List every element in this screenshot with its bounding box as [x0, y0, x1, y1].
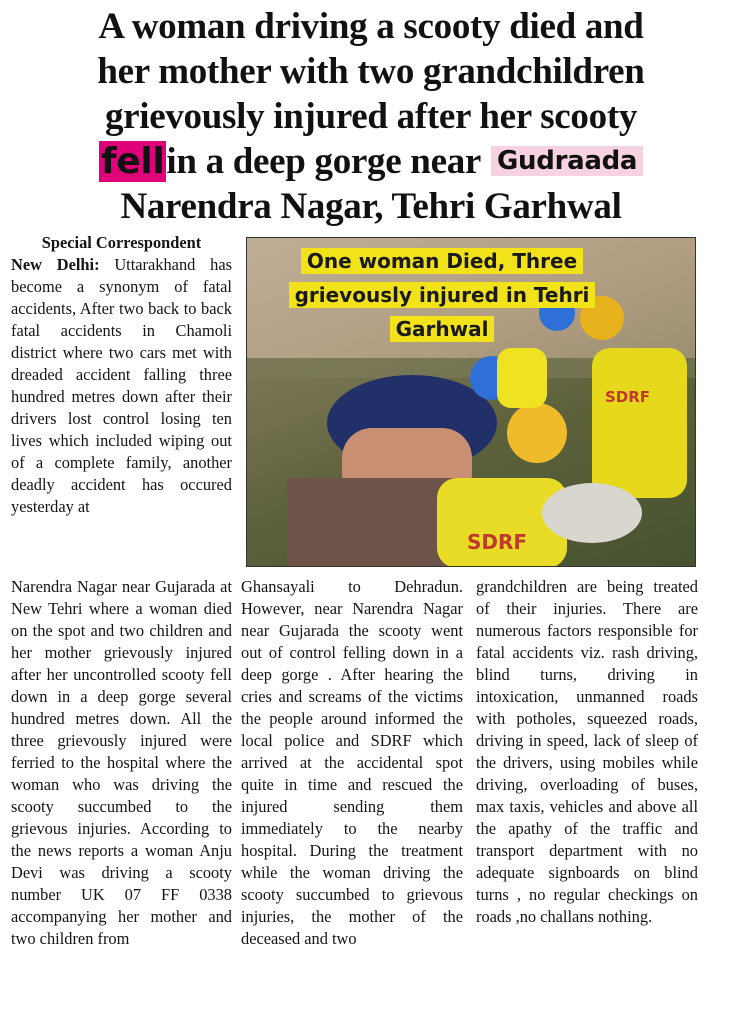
column-2-text: Ghansayali to Dehradun. However, near Narendra Nagar near Gujarada the scooty went out of control felling down in a deep gorge . After hearing the cries and screams of the victims the people around informed the local police and SDRF which arrived at the accidental spot quite in time and rescued the injured sending them immediately to the nearby hospital. During the treatment while the woman driving the scooty succumbed to grievous injuries, the mother of the deceased and two — [241, 577, 463, 948]
column-3-text: grandchildren are being treated of their injuries. There are numerous factors responsible for fatal accidents viz. rash driving, blind turns, driving in intoxication, unmanned roads with potholes, squeezed roads, driving in speed, lack of sleep of the drivers, using mobiles while driving, overloading of buses, max taxis, vehicles and above all the apathy of the traffic and transport department with no adequate signboards on blind turns , no regular checkings on roads ,no challans nothing. — [476, 577, 698, 926]
article-column-1-top — [11, 232, 232, 518]
vest-label-1: SDRF — [605, 388, 651, 406]
article-intro — [11, 254, 232, 518]
article-column-2 — [241, 576, 463, 950]
headline-line-5: Narendra Nagar, Tehri Garhwal — [120, 186, 622, 227]
byline: Special Correspondent — [41, 233, 202, 252]
photo-caption — [247, 244, 637, 346]
headline-line-1: A woman driving a scooty died and — [98, 6, 644, 47]
highlight-fell: fell — [100, 141, 165, 182]
headline-line-2: her mother with two grandchildren — [97, 51, 645, 92]
article-column-1-bottom — [11, 576, 232, 950]
headline-line-3: grievously injured after her scooty — [104, 96, 638, 137]
headline — [0, 4, 742, 229]
news-photo — [246, 237, 696, 567]
article-column-3 — [476, 576, 698, 928]
highlight-place: Gudraada — [491, 146, 643, 176]
vest-label-2: SDRF — [467, 530, 528, 554]
headline-line-4 — [0, 139, 742, 184]
caption-line-2: grievously injured in Tehri — [289, 282, 596, 308]
caption-line-3: Garhwal — [390, 316, 495, 342]
article-intro-text: Uttarakhand has become a synonym of fatal accidents, After two back to back fatal accidents in Chamoli district where two cars met with dreaded accident falling three hundred metres down after their drivers lost control losing ten lives which included wiping out of a complete family, another deadly accident has occured yesterday at — [11, 255, 232, 516]
caption-line-1: One woman Died, Three — [301, 248, 583, 274]
column-1-text: Narendra Nagar near Gujarada at New Tehri where a woman died on the spot and two children and her mother grievously injured after her uncontrolled scooty fell down in a deep gorge several hundred metres down. All the three grievously injured were ferried to the hospital where the woman who was driving the scooty succumbed to the grievous injuries. According to the news reports a woman Anju Devi was driving a scooty number UK 07 FF 0338 accompanying her mother and two children from — [11, 577, 232, 948]
headline-line-4-text: in a deep gorge near — [166, 141, 482, 182]
dateline: New Delhi: — [11, 255, 100, 274]
